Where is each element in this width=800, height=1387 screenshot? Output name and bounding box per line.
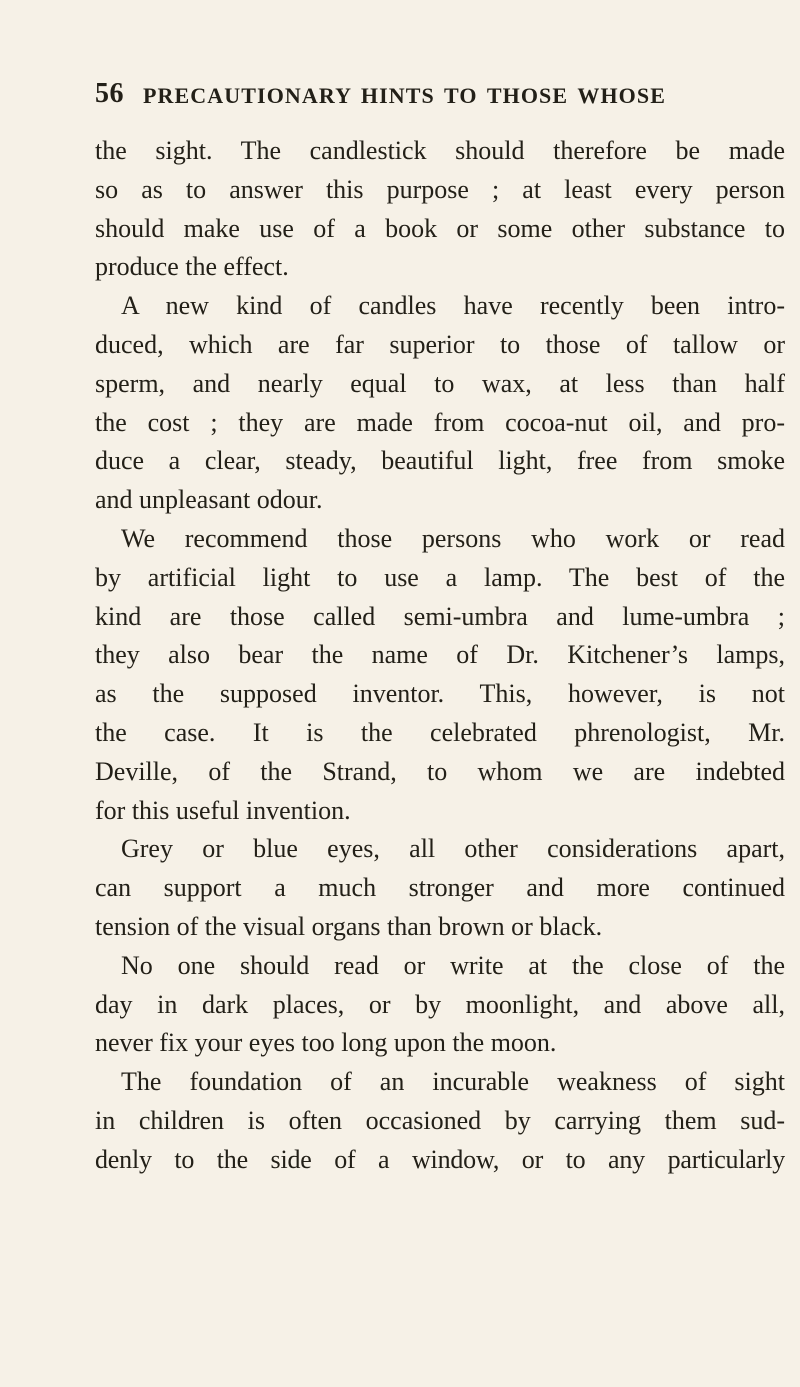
text-line: and unpleasant odour.	[95, 485, 323, 515]
text-line: the case. It is the celebrated phrenologist, Mr.	[95, 717, 785, 747]
text-line: No one should read or write at the close of the	[121, 950, 785, 980]
text-line: by artificial light to use a lamp. The best of the	[95, 562, 785, 592]
text-line: duce a clear, steady, beautiful light, free from smoke	[95, 446, 785, 476]
body-text	[95, 132, 785, 1180]
text-line: A new kind of candles have recently been intro-	[121, 291, 785, 321]
text-line: The foundation of an incurable weakness of sight	[121, 1067, 785, 1097]
text-line: produce the effect.	[95, 252, 289, 282]
text-line: never fix your eyes too long upon the moon.	[95, 1028, 557, 1058]
page-header	[95, 78, 745, 118]
text-line: We recommend those persons who work or read	[121, 523, 785, 553]
text-line: the sight. The candlestick should therefore be made	[95, 136, 785, 165]
text-line: for this useful invention.	[95, 795, 351, 825]
text-line: in children is often occasioned by carrying them sud-	[95, 1105, 785, 1135]
running-title: PRECAUTIONARY HINTS TO THOSE WHOSE	[143, 83, 666, 108]
text-line: sperm, and nearly equal to wax, at less than half	[95, 368, 785, 398]
text-line: as the supposed inventor. This, however, is not	[95, 679, 785, 709]
text-line: day in dark places, or by moonlight, and above all,	[95, 989, 785, 1019]
text-line: so as to answer this purpose ; at least every person	[95, 174, 785, 204]
text-line: duced, which are far superior to those of tallow or	[95, 329, 785, 359]
page-number: 56	[95, 78, 124, 109]
text-line: kind are those called semi-umbra and lume-umbra ;	[95, 601, 785, 631]
text-line: can support a much stronger and more continued	[95, 873, 785, 903]
text-line: Deville, of the Strand, to whom we are indebted	[95, 756, 785, 786]
text-line: denly to the side of a window, or to any particularly	[95, 1144, 785, 1174]
text-line: they also bear the name of Dr. Kitchener’s lamps,	[95, 640, 785, 670]
text-line: tension of the visual organs than brown or black.	[95, 911, 603, 941]
text-line: should make use of a book or some other substance to	[95, 213, 785, 243]
text-line: the cost ; they are made from cocoa-nut oil, and pro-	[95, 407, 785, 437]
text-line: Grey or blue eyes, all other considerations apart,	[121, 834, 785, 864]
